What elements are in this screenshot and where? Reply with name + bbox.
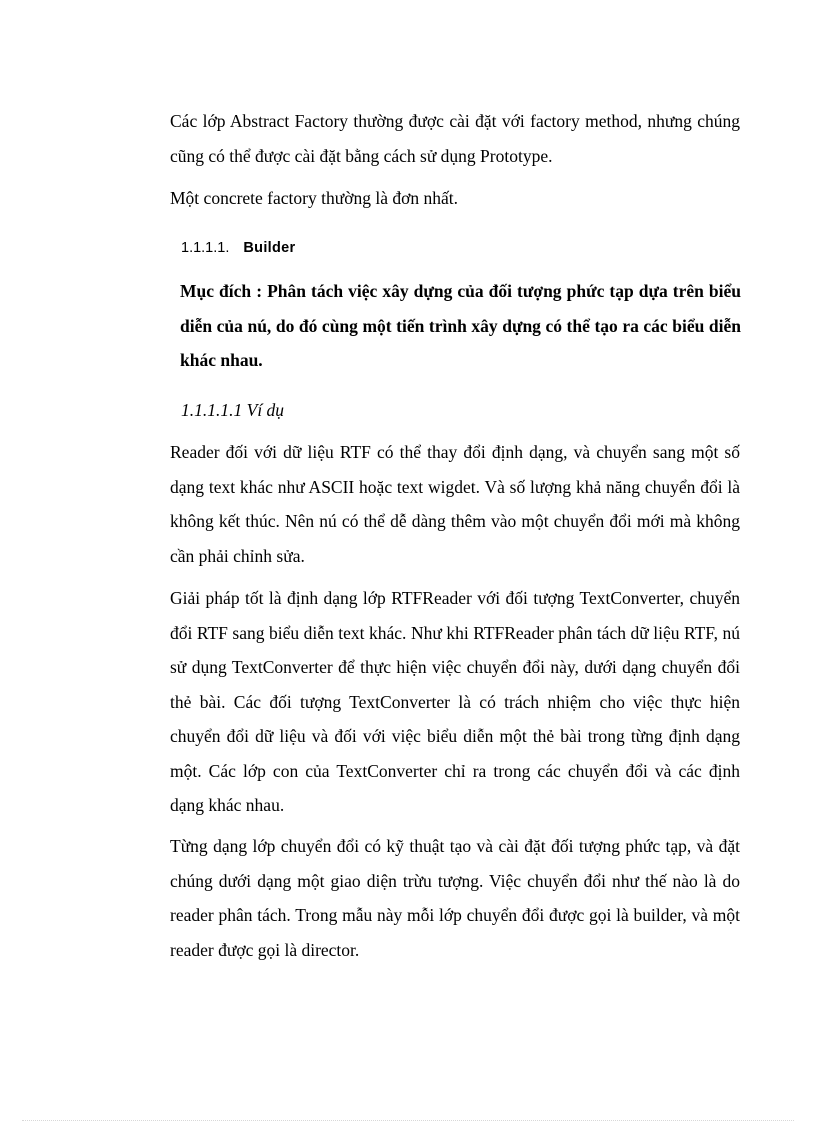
paragraph-rtf-reader: Reader đối với dữ liệu RTF có thể thay đổi định dạng, và chuyển sang một số dạng text khác như ASCII hoặc text wigdet. Và số lượng khả năng chuyển đổi là không kết thúc. Nên nú có thể dễ dàng thêm vào một chuyển đổi mới mà không cần phải chỉnh sửa. xyxy=(170,442,740,566)
paragraph-concrete-factory: Một concrete factory thường là đơn nhất. xyxy=(170,188,458,208)
section-number: 1.1.1.1. xyxy=(181,240,230,256)
intent-paragraph: Mục đích : Phân tách việc xây dựng của đối tượng phức tạp dựa trên biểu diễn của nú, do đó cùng một tiến trình xây dựng có thể tạo ra các biểu diễn khác nhau. xyxy=(180,281,741,370)
section-title: Builder xyxy=(243,240,296,256)
paragraph-abstract-factory: Các lớp Abstract Factory thường được cài đặt với factory method, nhưng chúng cũng có thể được cài đặt bằng cách sử dụng Prototype. xyxy=(170,111,740,166)
section-heading-builder xyxy=(181,236,295,260)
page-bottom-rule xyxy=(22,1120,794,1121)
paragraph-solution: Giải pháp tốt là định dạng lớp RTFReader với đối tượng TextConverter, chuyển đổi RTF sang biểu diễn text khác. Như khi RTFReader phân tách dữ liệu RTF, nú sử dụng TextConverter để thực hiện việc chuyển đổi này, dưới dạng chuyển đổi thẻ bài. Các đối tượng TextConverter là có trách nhiệm cho việc thực hiện chuyển đổi dữ liệu và đối với việc biểu diễn một thẻ bài trong từng định dạng một. Các lớp con của TextConverter chỉ ra trong các chuyển đổi và các định dạng khác nhau. xyxy=(170,588,740,815)
subsection-heading-example: 1.1.1.1.1 Ví dụ xyxy=(181,400,285,420)
paragraph-builder-director: Từng dạng lớp chuyển đổi có kỹ thuật tạo và cài đặt đối tượng phức tạp, và đặt chúng dưới dạng một giao diện trừu tượng. Việc chuyển đổi như thế nào là do reader phân tách. Trong mẫu này mỗi lớp chuyển đổi được gọi là builder, và một reader được gọi là director. xyxy=(170,836,740,960)
